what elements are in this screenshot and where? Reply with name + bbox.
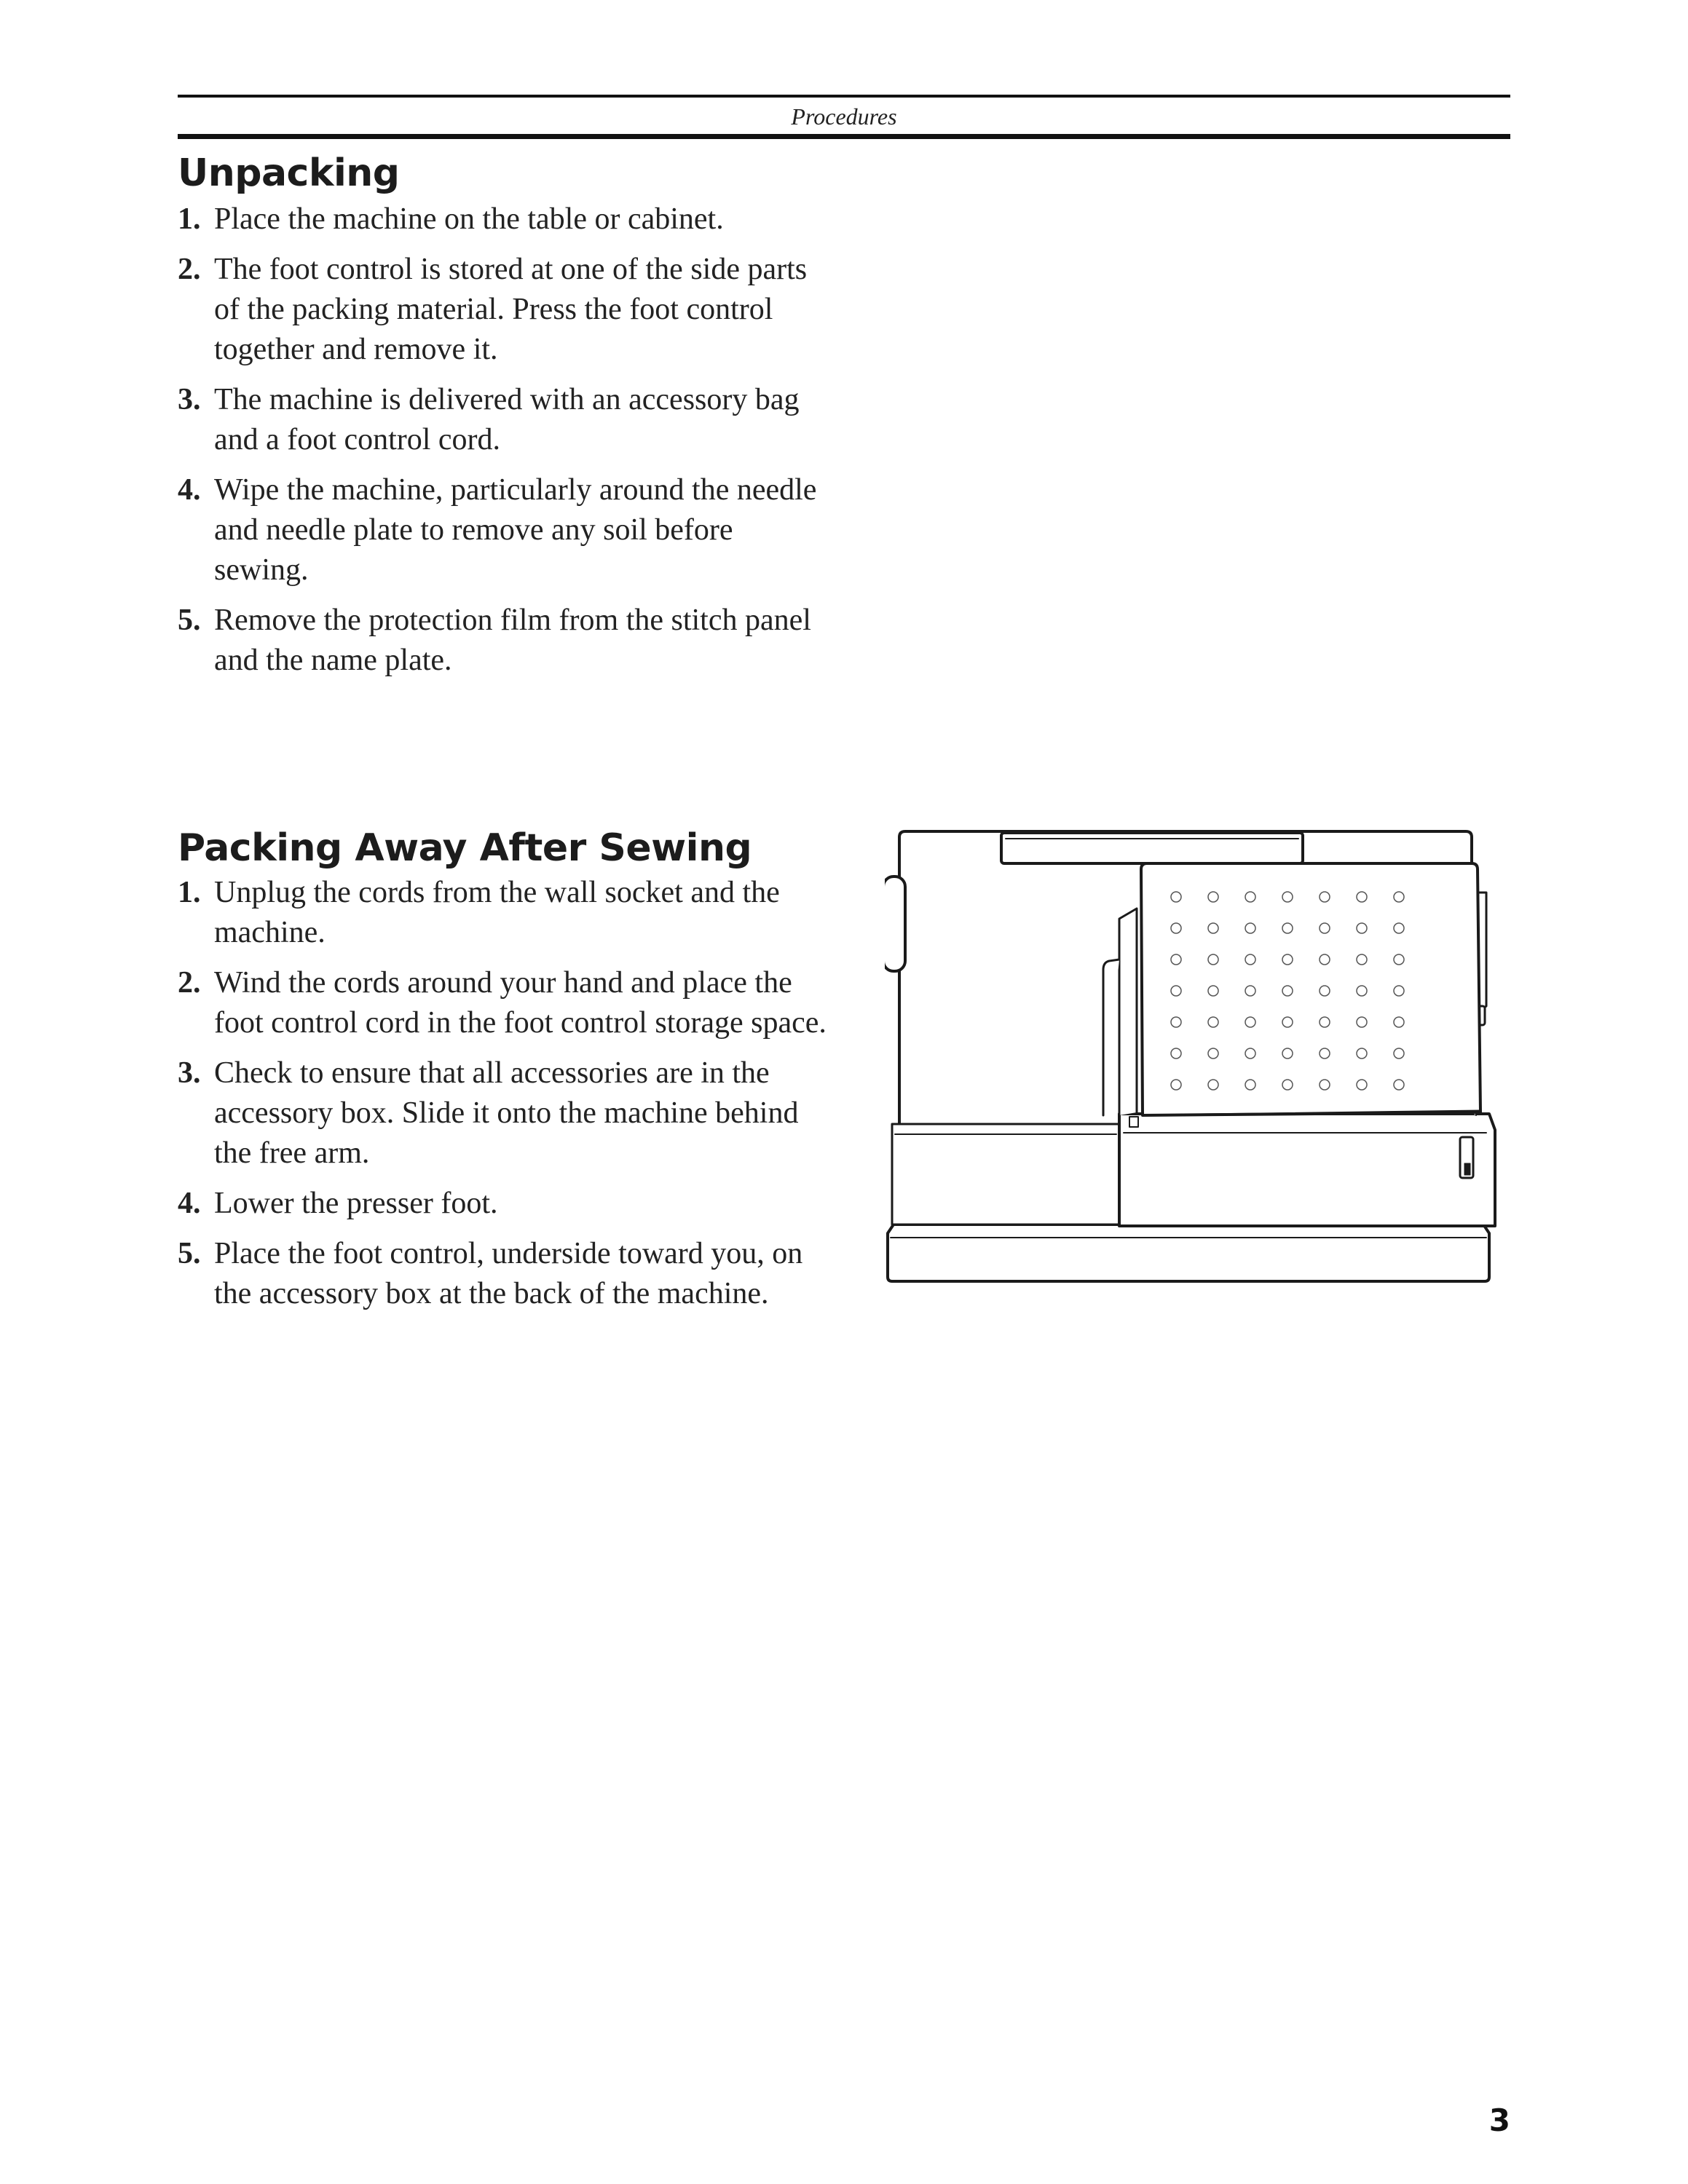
packing-section: [178, 826, 833, 1324]
panel-dot: [1394, 986, 1404, 996]
packing-step-1: [178, 873, 833, 953]
panel-dot: [1357, 954, 1367, 965]
running-head: Procedures: [791, 103, 897, 130]
panel-dot: [1245, 1048, 1255, 1059]
panel-dot: [1320, 923, 1330, 933]
step-text: Unplug the cords from the wall socket and the machine.: [214, 876, 780, 949]
unpacking-step-1: [178, 199, 833, 240]
step-number: 4.: [178, 1187, 201, 1220]
panel-dot: [1394, 1080, 1404, 1090]
step-text: Place the machine on the table or cabinet.: [214, 202, 724, 236]
panel-dot: [1208, 1048, 1218, 1059]
step-text: The foot control is stored at one of the side parts of the packing material. Press the foot control together and remove it.: [214, 253, 808, 366]
panel-dot: [1208, 954, 1218, 965]
packing-step-3: [178, 1053, 833, 1174]
panel-dot: [1357, 923, 1367, 933]
packing-step-5: [178, 1234, 833, 1314]
panel-dot: [1245, 1017, 1255, 1027]
unpacking-section: [178, 151, 833, 691]
panel-dot: [1320, 986, 1330, 996]
header-rule-bottom: [178, 134, 1510, 139]
unpacking-step-4: [178, 470, 833, 590]
panel-dot: [1320, 1080, 1330, 1090]
step-text: Wipe the machine, particularly around the needle and needle plate to remove any soil before sewing.: [214, 473, 817, 587]
step-number: 5.: [178, 604, 201, 637]
step-text: Place the foot control, underside toward you, on the accessory box at the back of the machine.: [214, 1237, 803, 1310]
step-number: 2.: [178, 253, 201, 286]
panel-dot: [1394, 923, 1404, 933]
panel-dot: [1357, 892, 1367, 902]
handwheel: [885, 877, 905, 971]
panel-dot: [1320, 1048, 1330, 1059]
step-text: Check to ensure that all accessories are in the accessory box. Slide it onto the machine behind the free arm.: [214, 1056, 799, 1170]
step-text: Lower the presser foot.: [214, 1187, 498, 1220]
panel-dot: [1245, 892, 1255, 902]
step-text: Remove the protection film from the stitch panel and the name plate.: [214, 604, 811, 677]
panel-dot: [1320, 954, 1330, 965]
panel-dot: [1394, 954, 1404, 965]
panel-dot: [1282, 986, 1293, 996]
panel-dot: [1208, 1080, 1218, 1090]
panel-dot: [1282, 892, 1293, 902]
unpacking-step-2: [178, 250, 833, 370]
packing-step-4: [178, 1184, 833, 1224]
panel-dot: [1282, 1048, 1293, 1059]
panel-dot: [1171, 892, 1181, 902]
machine-base: [888, 1224, 1489, 1281]
panel-dot: [1282, 1017, 1293, 1027]
page-number: 3: [1488, 2102, 1510, 2138]
panel-dot: [1320, 892, 1330, 902]
panel-dot: [1171, 954, 1181, 965]
panel-dot: [1394, 892, 1404, 902]
packing-steps: [178, 873, 833, 1314]
panel-dot: [1245, 923, 1255, 933]
packing-heading: Packing Away After Sewing: [178, 826, 752, 870]
packing-step-2: [178, 963, 833, 1043]
step-number: 3.: [178, 383, 201, 416]
unpacking-step-3: [178, 380, 833, 460]
step-text: The machine is delivered with an accessory bag and a foot control cord.: [214, 383, 800, 456]
panel-dot: [1171, 986, 1181, 996]
foot-control-cover: [1141, 863, 1480, 1115]
free-arm: [892, 1124, 1119, 1224]
step-number: 2.: [178, 966, 201, 1000]
panel-dot: [1245, 986, 1255, 996]
unpacking-steps: [178, 199, 833, 681]
step-number: 3.: [178, 1056, 201, 1090]
panel-dot: [1320, 1017, 1330, 1027]
carry-handle: [1001, 833, 1303, 863]
panel-dot: [1282, 1080, 1293, 1090]
header-rule-top: [178, 95, 1510, 98]
panel-dot: [1208, 1017, 1218, 1027]
panel-dot: [1282, 954, 1293, 965]
panel-dot: [1394, 1048, 1404, 1059]
panel-dot: [1171, 923, 1181, 933]
panel-dot: [1357, 986, 1367, 996]
panel-dot: [1171, 1017, 1181, 1027]
panel-dot: [1208, 986, 1218, 996]
step-number: 1.: [178, 876, 201, 909]
panel-dot: [1394, 1017, 1404, 1027]
unpacking-step-5: [178, 601, 833, 681]
step-number: 4.: [178, 473, 201, 507]
panel-dot: [1171, 1080, 1181, 1090]
panel-dot: [1245, 1080, 1255, 1090]
panel-dot: [1357, 1048, 1367, 1059]
panel-dot: [1357, 1080, 1367, 1090]
panel-dot: [1357, 1017, 1367, 1027]
step-text: Wind the cords around your hand and place the foot control cord in the foot control storage space.: [214, 966, 827, 1040]
panel-dot: [1208, 892, 1218, 902]
step-number: 1.: [178, 202, 201, 236]
panel-dot: [1245, 954, 1255, 965]
panel-dot: [1171, 1048, 1181, 1059]
panel-dot: [1282, 923, 1293, 933]
sewing-machine-illustration: [885, 824, 1511, 1290]
unpacking-heading: Unpacking: [178, 151, 400, 195]
step-number: 5.: [178, 1237, 201, 1270]
panel-dot: [1208, 923, 1218, 933]
